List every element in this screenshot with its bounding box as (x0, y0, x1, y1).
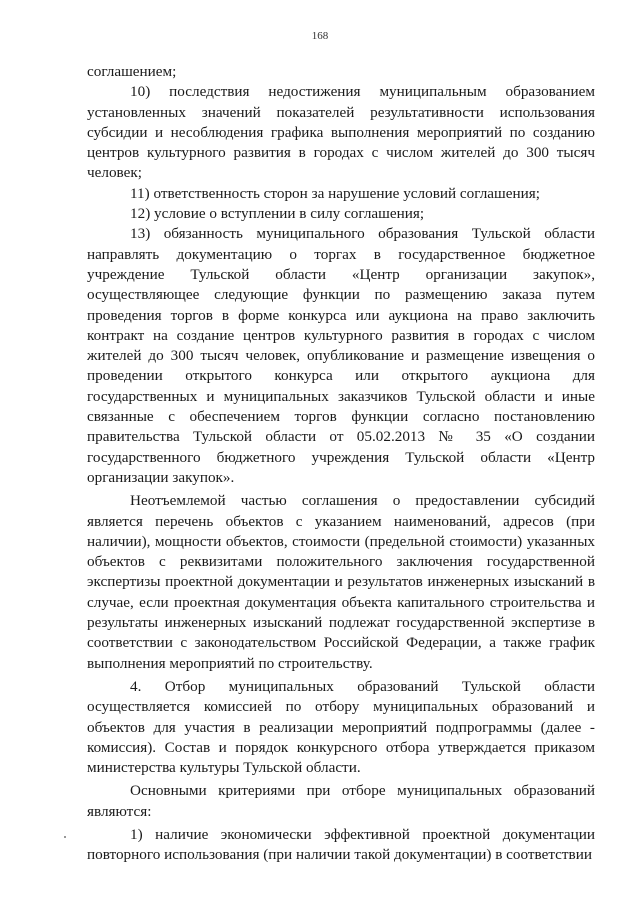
paragraph: 13) обязанность муниципального образования Тульской области направлять документацию о торгах в государственное бюджетное учреждение Тульской области «Центр организации закупок», осуществляющее следующие функции по размещению заказа путем проведения торгов в форме конкурса или аукциона на право заключить контракт на создание центров культурного развития в городах с числом жителей до 300 тысяч человек, опубликование и размещение извещения о проведении открытого конкурса или открытого аукциона для государственных и муниципальных заказчиков Тульской области и иные связанные с обеспечением торгов функции согласно постановлению правительства Тульской области от 05.02.2013 № 35 «О создании государственного бюджетного учреждения Тульской области «Центр организации закупок». (87, 225, 595, 486)
paragraph: 1) наличие экономически эффективной проектной документации повторного использования (при наличии такой документации) в соответствии (87, 825, 595, 864)
paragraph: 10) последствия недостижения муниципальным образованием установленных значений показателей результативности использования субсидии и несоблюдения графика выполнения мероприятий по созданию центров культурного развития в городах с числом жителей до 300 тысяч человек; (87, 83, 595, 182)
paragraph: 11) ответственность сторон за нарушение условий соглашения; (130, 184, 540, 202)
paragraph: соглашением; (87, 63, 177, 80)
page-number: 168 (311, 30, 329, 42)
paragraph: Основными критериями при отборе муниципальных образований являются: (87, 782, 595, 820)
paragraph: 4. Отбор муниципальных образований Тульской области осуществляется комиссией по отбору муниципальных образований и объектов для участия в реализации мероприятий подпрограммы (далее - комиссия). Состав и порядок конкурсного отбора утверждается приказом министерства культуры Тульской области. (87, 677, 595, 777)
document-body (87, 62, 595, 866)
paragraph: 12) условие о вступлении в силу соглашения; (130, 205, 425, 223)
paragraph: Неотъемлемой частью соглашения о предоставлении субсидий является перечень объектов с указанием наименований, адресов (при наличии), мощности объектов, стоимости (предельной стоимости) указанных объектов с реквизитами положительного заключения государственной экспертизы проектной документации и результатов инженерных изысканий в случае, если проектная документация объекта капитального строительства и результаты инженерных изысканий подлежат государственной экспертизе в соответствии с законодательством Российской Федерации, а также график выполнения мероприятий по строительству. (87, 492, 595, 672)
scan-speck (64, 836, 66, 838)
